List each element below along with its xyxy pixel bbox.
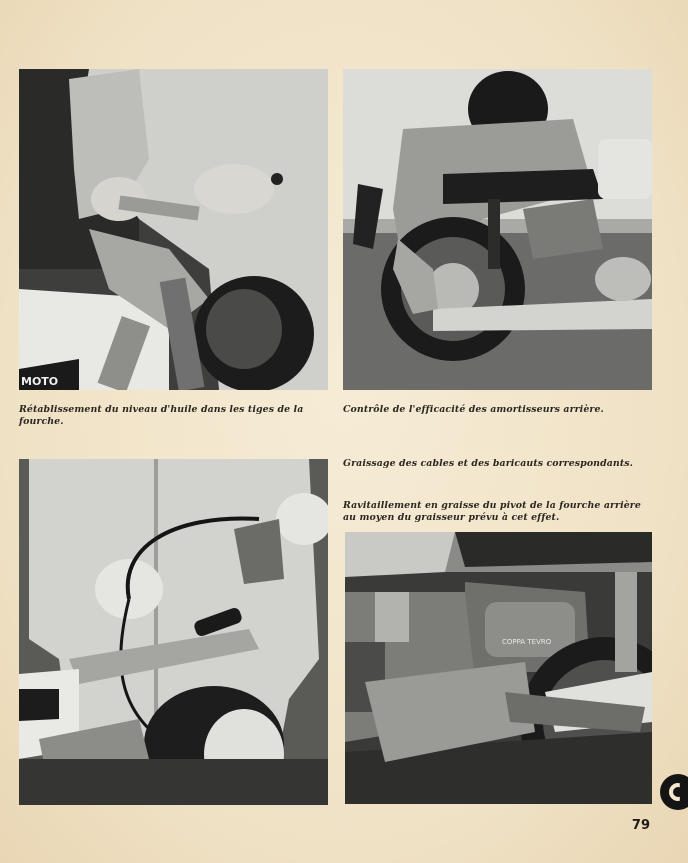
page-number: 79 [631,818,650,833]
caption-pivot-grease: Ravitaillement en graisse du pivot de la fourche arrière au moyen du graisseur prévu à cet effet. [343,500,641,523]
photo-rear-shock-check [343,69,652,390]
caption-fork-oil: Rétablissement du niveau d'huile dans les tiges de la fourche. [19,404,304,427]
caption-cable-grease: Graissage des cables et des baricauts correspondants. [343,458,634,469]
tank-logo-text: MOTO [21,375,59,388]
chapter-marker-icon [660,774,688,810]
photo-pivot-greasing [345,532,652,804]
photo-cable-greasing [19,459,328,805]
photo-fork-oil-refill [19,69,328,390]
side-cover-text: COPPA TEVRO [502,638,552,646]
caption-shock-check: Contrôle de l'efficacité des amortisseurs arrière. [343,404,604,415]
